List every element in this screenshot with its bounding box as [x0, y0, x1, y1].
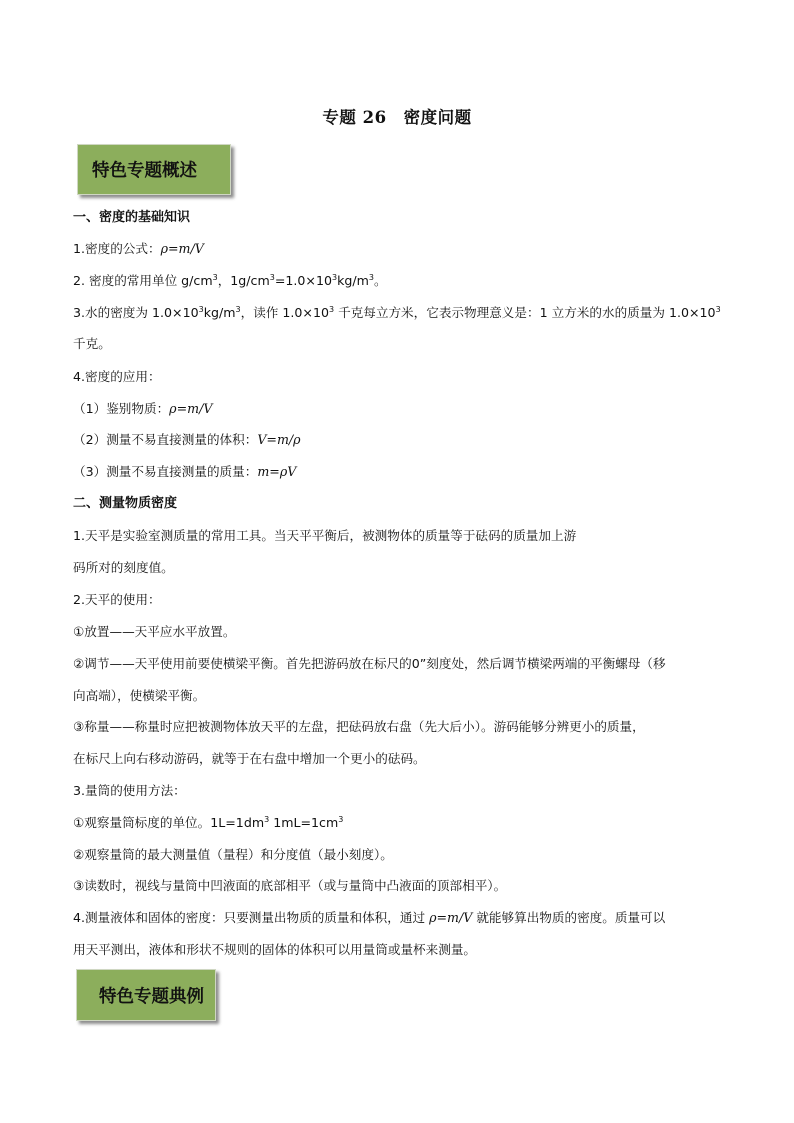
list-item-cylinder-range: ②观察量筒的最大测量值（量程）和分度值（最小刻度）。 [73, 847, 393, 862]
list-item-cylinder-unit [73, 815, 343, 831]
text: kg/m [203, 305, 236, 320]
text: ，读作 1.0×10 [240, 305, 329, 320]
paragraph-units [73, 273, 387, 289]
heading-measure-density: 二、测量物质密度 [73, 496, 178, 511]
text: 就能够算出物质的密度。质量可以 [472, 910, 666, 925]
text: 。 [374, 273, 387, 288]
text: 1.密度的公式： [73, 241, 161, 256]
list-item-weigh: ③称量——称量时应把被测物体放天平的左盘，把砝码放右盘（先大后小）。游码能够分辨更小的质量， [73, 719, 645, 734]
superscript: 3 [269, 273, 275, 282]
text: 3.水的密度为 1.0×10 [73, 305, 199, 320]
section-tag-overview [77, 144, 231, 195]
list-item-volume [73, 432, 301, 448]
list-item-cylinder-read: ③读数时，视线与量筒中凹液面的底部相平（或与量筒中凸液面的顶部相平）。 [73, 878, 507, 893]
paragraph-measure-liquid-solid [73, 910, 665, 926]
list-item-place: ①放置——天平应水平放置。 [73, 624, 236, 639]
text: 2. 密度的常用单位 g/cm [73, 273, 213, 288]
text: 千克每立方米，它表示物理意义是：1 立方米的水的质量为 1.0×10 [334, 305, 716, 320]
formula: ρ=m/V [160, 241, 204, 256]
paragraph-measure-liquid-solid-cont: 用天平测出，液体和形状不规则的固体的体积可以用量筒或量杯来测量。 [73, 942, 476, 957]
formula: ρ=m/V [429, 910, 473, 925]
paragraph-balance-use: 2.天平的使用： [73, 592, 161, 607]
superscript: 3 [332, 273, 338, 282]
paragraph-water-density-cont: 千克。 [73, 336, 111, 351]
paragraph-water-density [73, 305, 721, 321]
superscript: 3 [715, 305, 721, 314]
list-item-adjust-cont: 向高端），使横梁平衡。 [73, 688, 206, 703]
heading-basic-knowledge: 一、密度的基础知识 [73, 210, 191, 225]
text: ，1g/cm [217, 273, 270, 288]
list-item-weigh-cont: 在标尺上向右移动游码，就等于在右盘中增加一个更小的砝码。 [73, 751, 426, 766]
list-item-adjust: ②调节——天平使用前要使横梁平衡。首先把游码放在标尺的0”刻度处，然后调节横梁两端的平衡螺母（移 [73, 656, 666, 671]
text: kg/m [337, 273, 369, 288]
superscript: 3 [198, 305, 204, 314]
list-item-mass [73, 464, 296, 480]
text: 1mL=1cm [269, 815, 339, 830]
text: （2）测量不易直接测量的体积： [73, 432, 258, 447]
formula: V=m/ρ [257, 432, 301, 447]
superscript: 3 [338, 815, 344, 824]
superscript: 3 [264, 815, 270, 824]
superscript: 3 [212, 273, 218, 282]
paragraph-formula [73, 241, 204, 257]
text: （3）测量不易直接测量的质量： [73, 464, 258, 479]
paragraph-cylinder-use: 3.量筒的使用方法： [73, 783, 186, 798]
list-item-identify [73, 401, 212, 417]
paragraph-balance-1: 1.天平是实验室测质量的常用工具。当天平平衡后，被测物体的质量等于砝码的质量加上游 [73, 528, 577, 543]
paragraph-balance-1-cont: 码所对的刻度值。 [73, 560, 174, 575]
page-title: 专题 26 密度问题 [322, 108, 472, 127]
formula: m=ρV [257, 464, 297, 479]
superscript: 3 [328, 305, 335, 314]
superscript: 3 [368, 273, 375, 282]
paragraph-applications: 4.密度的应用： [73, 369, 161, 384]
text: 4.测量液体和固体的密度：只要测量出物质的质量和体积，通过 [73, 910, 430, 925]
section-tag-examples-label: 特色专题典例 [99, 986, 204, 1007]
superscript: 3 [235, 305, 241, 314]
section-tag-overview-label: 特色专题概述 [92, 161, 197, 181]
section-tag-examples [76, 969, 216, 1021]
text: =1.0×10 [274, 273, 333, 288]
formula: ρ=m/V [169, 401, 213, 416]
text: （1）鉴别物质： [73, 401, 170, 416]
text: ①观察量筒标度的单位。1L=1dm [73, 815, 265, 830]
